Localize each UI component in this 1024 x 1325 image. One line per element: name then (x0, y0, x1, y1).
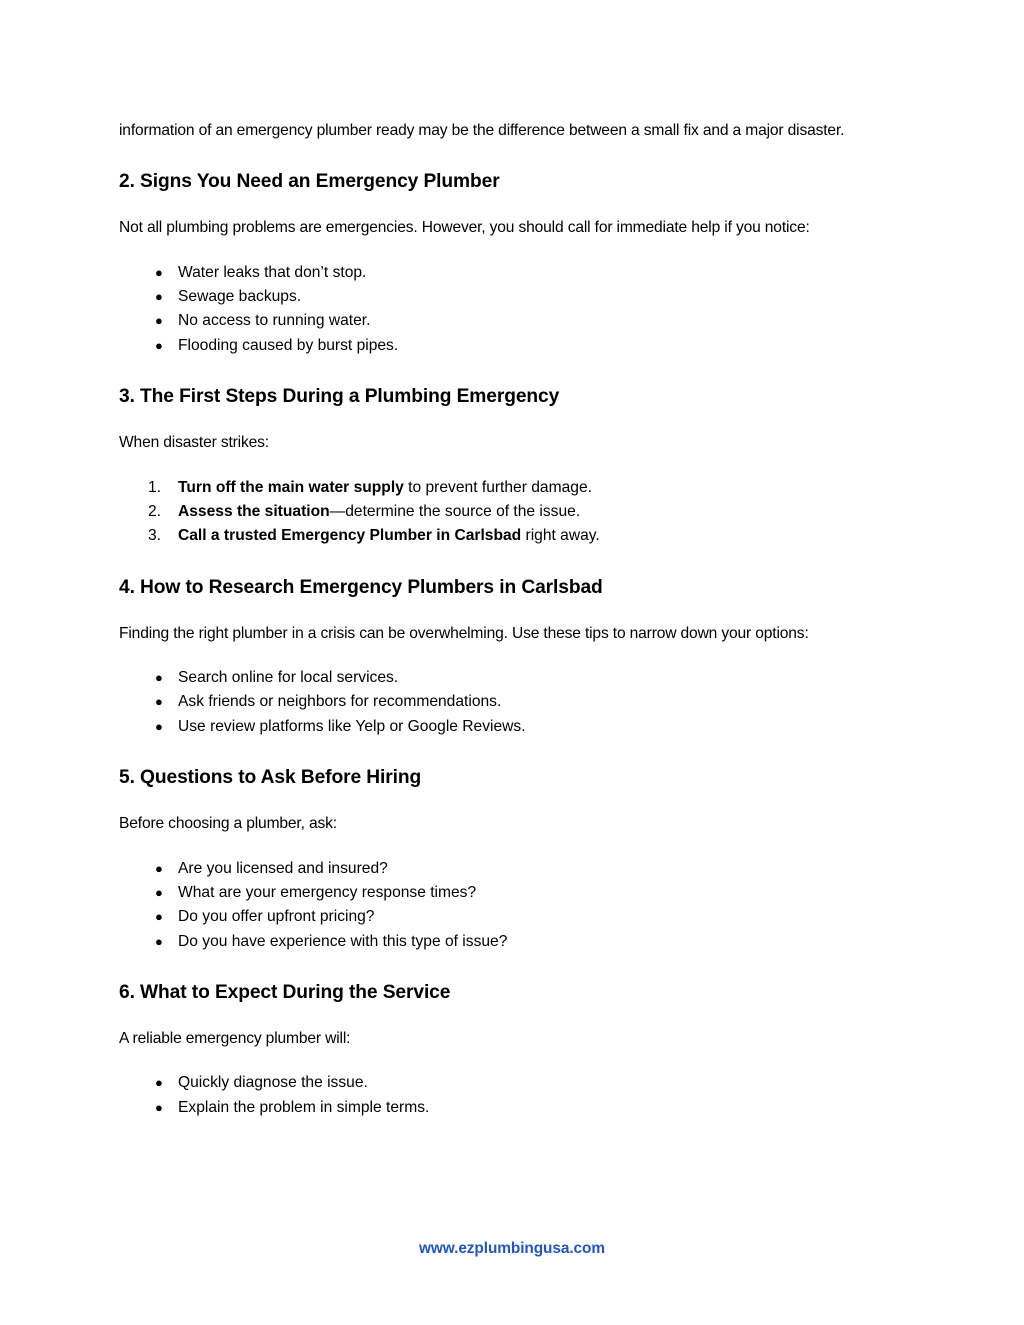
list-item-bold-label: Turn off the main water supply (178, 478, 404, 496)
section-5-bullet-list (119, 857, 906, 955)
list-item-label: Are you licensed and insured? (178, 859, 388, 877)
spacer (119, 954, 906, 981)
spacer (119, 1005, 906, 1027)
list-item (119, 500, 906, 524)
list-item-label: Quickly diagnose the issue. (178, 1074, 368, 1092)
spacer (119, 194, 906, 216)
section-heading-4: 4. How to Research Emergency Plumbers in Carlsbad (119, 576, 603, 598)
section-paragraph-6: A reliable emergency plumber will: (119, 1030, 351, 1048)
bullet-icon: ● (155, 670, 163, 686)
spacer (119, 739, 906, 766)
spacer (119, 790, 906, 812)
section-3-numbered-list (119, 476, 906, 549)
section-heading-5: 5. Questions to Ask Before Hiring (119, 767, 422, 789)
list-item-label: No access to running water. (178, 312, 371, 330)
list-item (119, 524, 906, 548)
list-item-label: Ask friends or neighbors for recommendations. (178, 693, 502, 711)
list-item (119, 309, 906, 333)
intro-paragraph: information of an emergency plumber ready may be the difference between a small fix and a major disaster. (119, 122, 845, 139)
list-item (119, 881, 906, 905)
bullet-icon: ● (155, 884, 163, 900)
list-item (119, 905, 906, 929)
spacer (119, 358, 906, 385)
list-item (119, 930, 906, 954)
list-item-label: Use review platforms like Yelp or Google Reviews. (178, 717, 526, 735)
list-item-label: Do you offer upfront pricing? (178, 908, 375, 926)
bullet-icon: ● (155, 337, 163, 353)
bullet-icon: ● (155, 860, 163, 876)
bullet-icon: ● (155, 1075, 163, 1091)
section-6-bullet-list (119, 1071, 906, 1120)
list-number: 1. (148, 478, 162, 496)
list-item-label: Flooding caused by burst pipes. (178, 336, 399, 354)
list-item (119, 285, 906, 309)
section-heading-2: 2. Signs You Need an Emergency Plumber (119, 171, 500, 193)
list-item-label: to prevent further damage. (403, 478, 592, 496)
list-number: 2. (148, 502, 162, 520)
list-item-label: Do you have experience with this type of issue? (178, 932, 508, 950)
list-item-label: What are your emergency response times? (178, 883, 477, 901)
section-paragraph-4: Finding the right plumber in a crisis can be overwhelming. Use these tips to narrow down your options: (119, 624, 809, 642)
list-item (119, 1096, 906, 1120)
list-item-label: right away. (521, 527, 600, 545)
list-item (119, 334, 906, 358)
spacer (119, 837, 906, 857)
section-paragraph-2: Not all plumbing problems are emergencies. However, you should call for immediate help if you notice: (119, 219, 810, 237)
document-body (119, 119, 906, 1120)
spacer (119, 646, 906, 666)
bullet-icon: ● (155, 933, 163, 949)
list-item-bold-label: Call a trusted Emergency Plumber in Carlsbad (178, 527, 522, 545)
list-number: 3. (148, 527, 162, 545)
list-item-label: Water leaks that don’t stop. (178, 263, 367, 281)
section-4-bullet-list (119, 666, 906, 739)
list-item (119, 476, 906, 500)
list-item-label: Search online for local services. (178, 669, 399, 687)
list-item (119, 857, 906, 881)
section-paragraph-3: When disaster strikes: (119, 434, 269, 452)
list-item (119, 690, 906, 714)
bullet-icon: ● (155, 718, 163, 734)
list-item (119, 715, 906, 739)
list-item-bold-label: Assess the situation (178, 502, 330, 520)
list-item-label: Explain the problem in simple terms. (178, 1098, 430, 1116)
bullet-icon: ● (155, 289, 163, 304)
footer-website-link[interactable]: www.ezplumbingusa.com (419, 1240, 605, 1257)
bullet-icon: ● (155, 909, 163, 925)
list-item (119, 1071, 906, 1095)
spacer (119, 409, 906, 431)
list-item (119, 666, 906, 690)
bullet-icon: ● (155, 264, 163, 280)
bullet-icon: ● (155, 313, 163, 329)
spacer (119, 549, 906, 576)
section-heading-6: 6. What to Expect During the Service (119, 982, 451, 1004)
section-heading-3: 3. The First Steps During a Plumbing Emergency (119, 386, 560, 408)
section-2-bullet-list (119, 261, 906, 359)
bullet-icon: ● (155, 694, 163, 710)
list-item (119, 261, 906, 285)
list-item-label: Sewage backups. (178, 288, 302, 305)
spacer (119, 1051, 906, 1071)
spacer (119, 241, 906, 261)
spacer (119, 600, 906, 622)
list-item-label: —determine the source of the issue. (329, 502, 581, 520)
bullet-icon: ● (155, 1099, 163, 1115)
spacer (119, 143, 906, 170)
section-paragraph-5: Before choosing a plumber, ask: (119, 815, 337, 833)
spacer (119, 456, 906, 476)
